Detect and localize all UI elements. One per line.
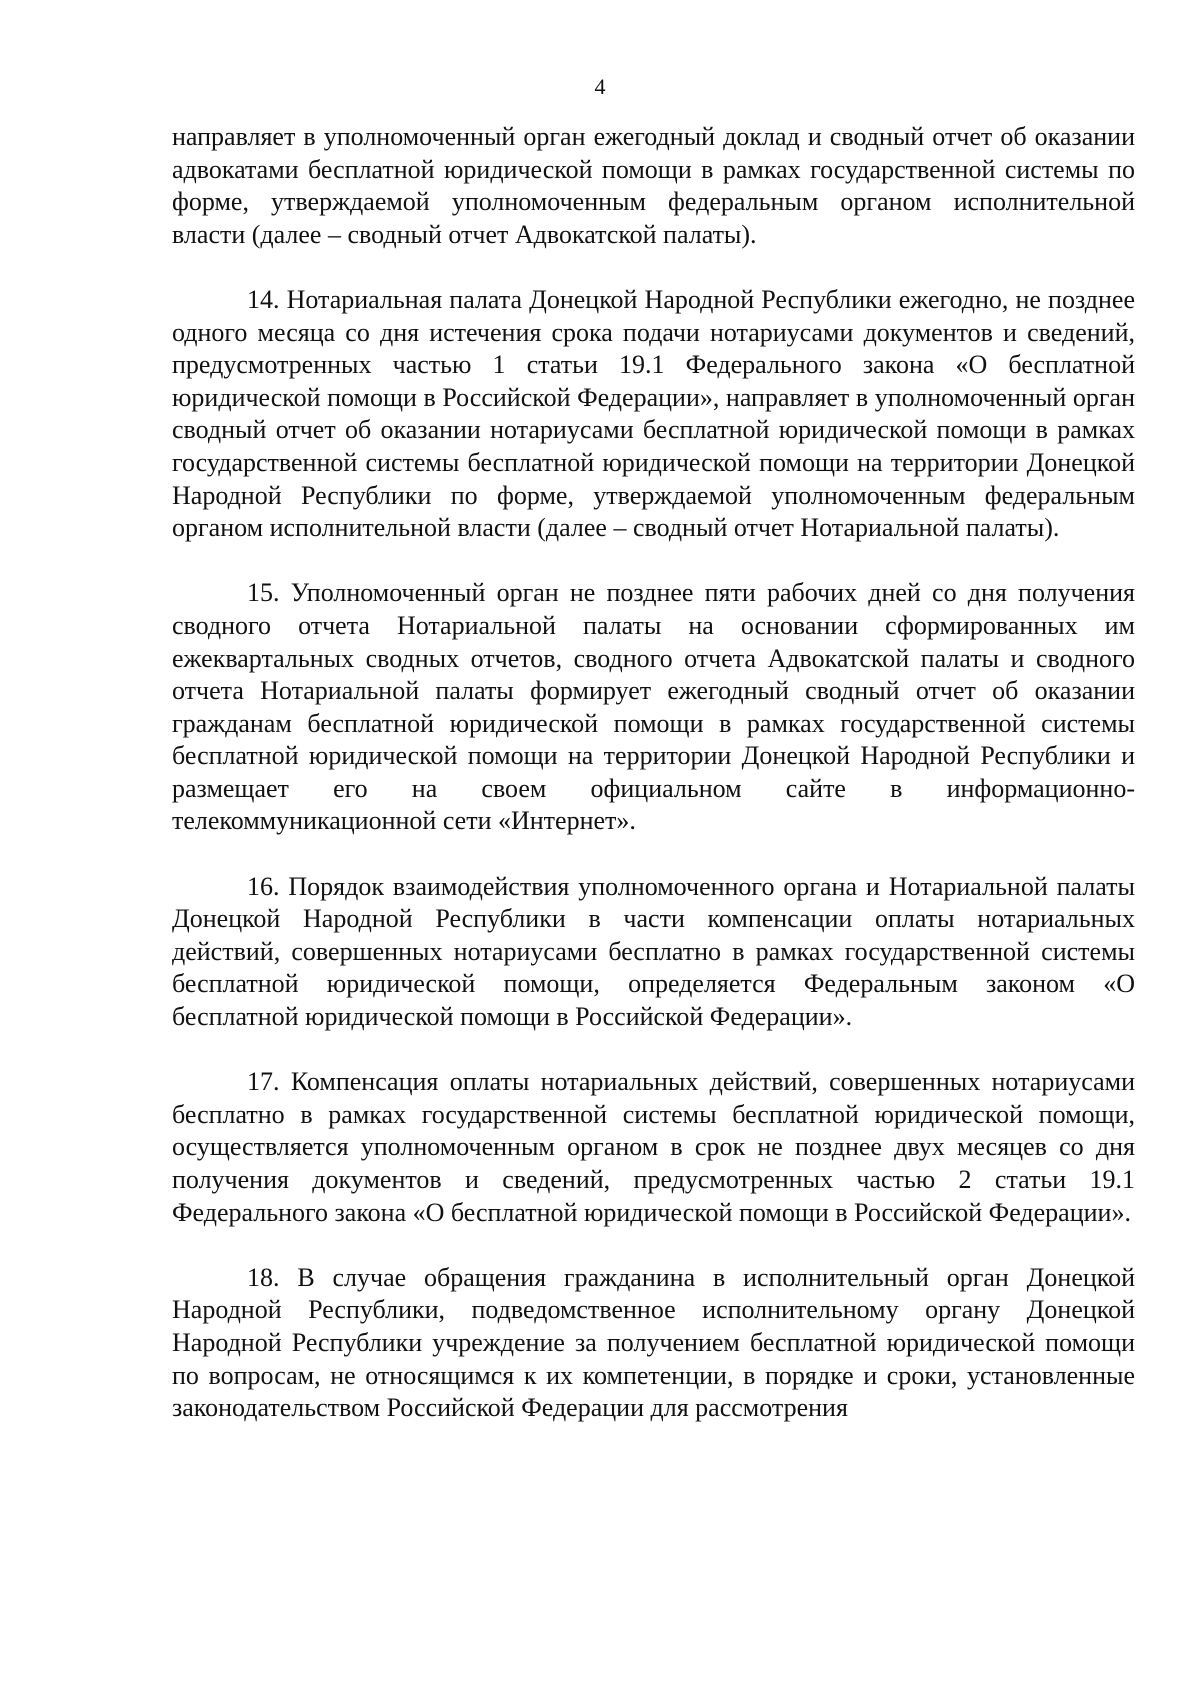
- paragraph-15: 15. Уполномоченный орган не позднее пяти рабочих дней со дня получения сводного отчета Нотариальной палаты на основании сформированных им ежеквартальных сводных отчетов, сводного отчета Адвокатской палаты и сводного отчета Нотариальной палаты формирует ежегодный сводный отчет об оказании гражданам бесплатной юридической помощи в рамках государственной системы бесплатной юридической помощи на территории Донецкой Народной Республики и размещает его на своем официальном сайте в информационно-телекоммуникационной сети «Интернет».: [172, 578, 1135, 836]
- document-body: [172, 121, 1135, 1425]
- paragraph-16: 16. Порядок взаимодействия уполномоченного органа и Нотариальной палаты Донецкой Народной Республики в части компенсации оплаты нотариальных действий, совершенных нотариусами бесплатно в рамках государственной системы бесплатной юридической помощи, определяется Федеральным законом «О бесплатной юридической помощи в Российской Федерации».: [172, 871, 1135, 1032]
- page-number: 4: [594, 74, 606, 99]
- paragraph-17: 17. Компенсация оплаты нотариальных действий, совершенных нотариусами бесплатно в рамках государственной системы бесплатной юридической помощи, осуществляется уполномоченным органом в срок не позднее двух месяцев со дня получения документов и сведений, предусмотренных частью 2 статьи 19.1 Федерального закона «О бесплатной юридической помощи в Российской Федерации».: [172, 1067, 1135, 1227]
- paragraph-14: 14. Нотариальная палата Донецкой Народной Республики ежегодно, не позднее одного месяца со дня истечения срока подачи нотариусами документов и сведений, предусмотренных частью 1 статьи 19.1 Федерального закона «О бесплатной юридической помощи в Российской Федерации», направляет в уполномоченный орган сводный отчет об оказании нотариусами бесплатной юридической помощи в рамках государственной системы бесплатной юридической помощи на территории Донецкой Народной Республики по форме, утверждаемой уполномоченным федеральным органом исполнительной власти (далее – сводный отчет Нотариальной палаты).: [172, 284, 1135, 543]
- paragraph-13-continuation: направляет в уполномоченный орган ежегодный доклад и сводный отчет об оказании адвокатами бесплатной юридической помощи в рамках государственной системы по форме, утверждаемой уполномоченным федеральным органом исполнительной власти (далее – сводный отчет Адвокатской палаты).: [172, 122, 1135, 249]
- paragraph-18: 18. В случае обращения гражданина в исполнительный орган Донецкой Народной Республики, подведомственное исполнительному органу Донецкой Народной Республики учреждение за получением бесплатной юридической помощи по вопросам, не относящимся к их компетенции, в порядке и сроки, установленные законодательством Российской Федерации для рассмотрения: [172, 1262, 1135, 1423]
